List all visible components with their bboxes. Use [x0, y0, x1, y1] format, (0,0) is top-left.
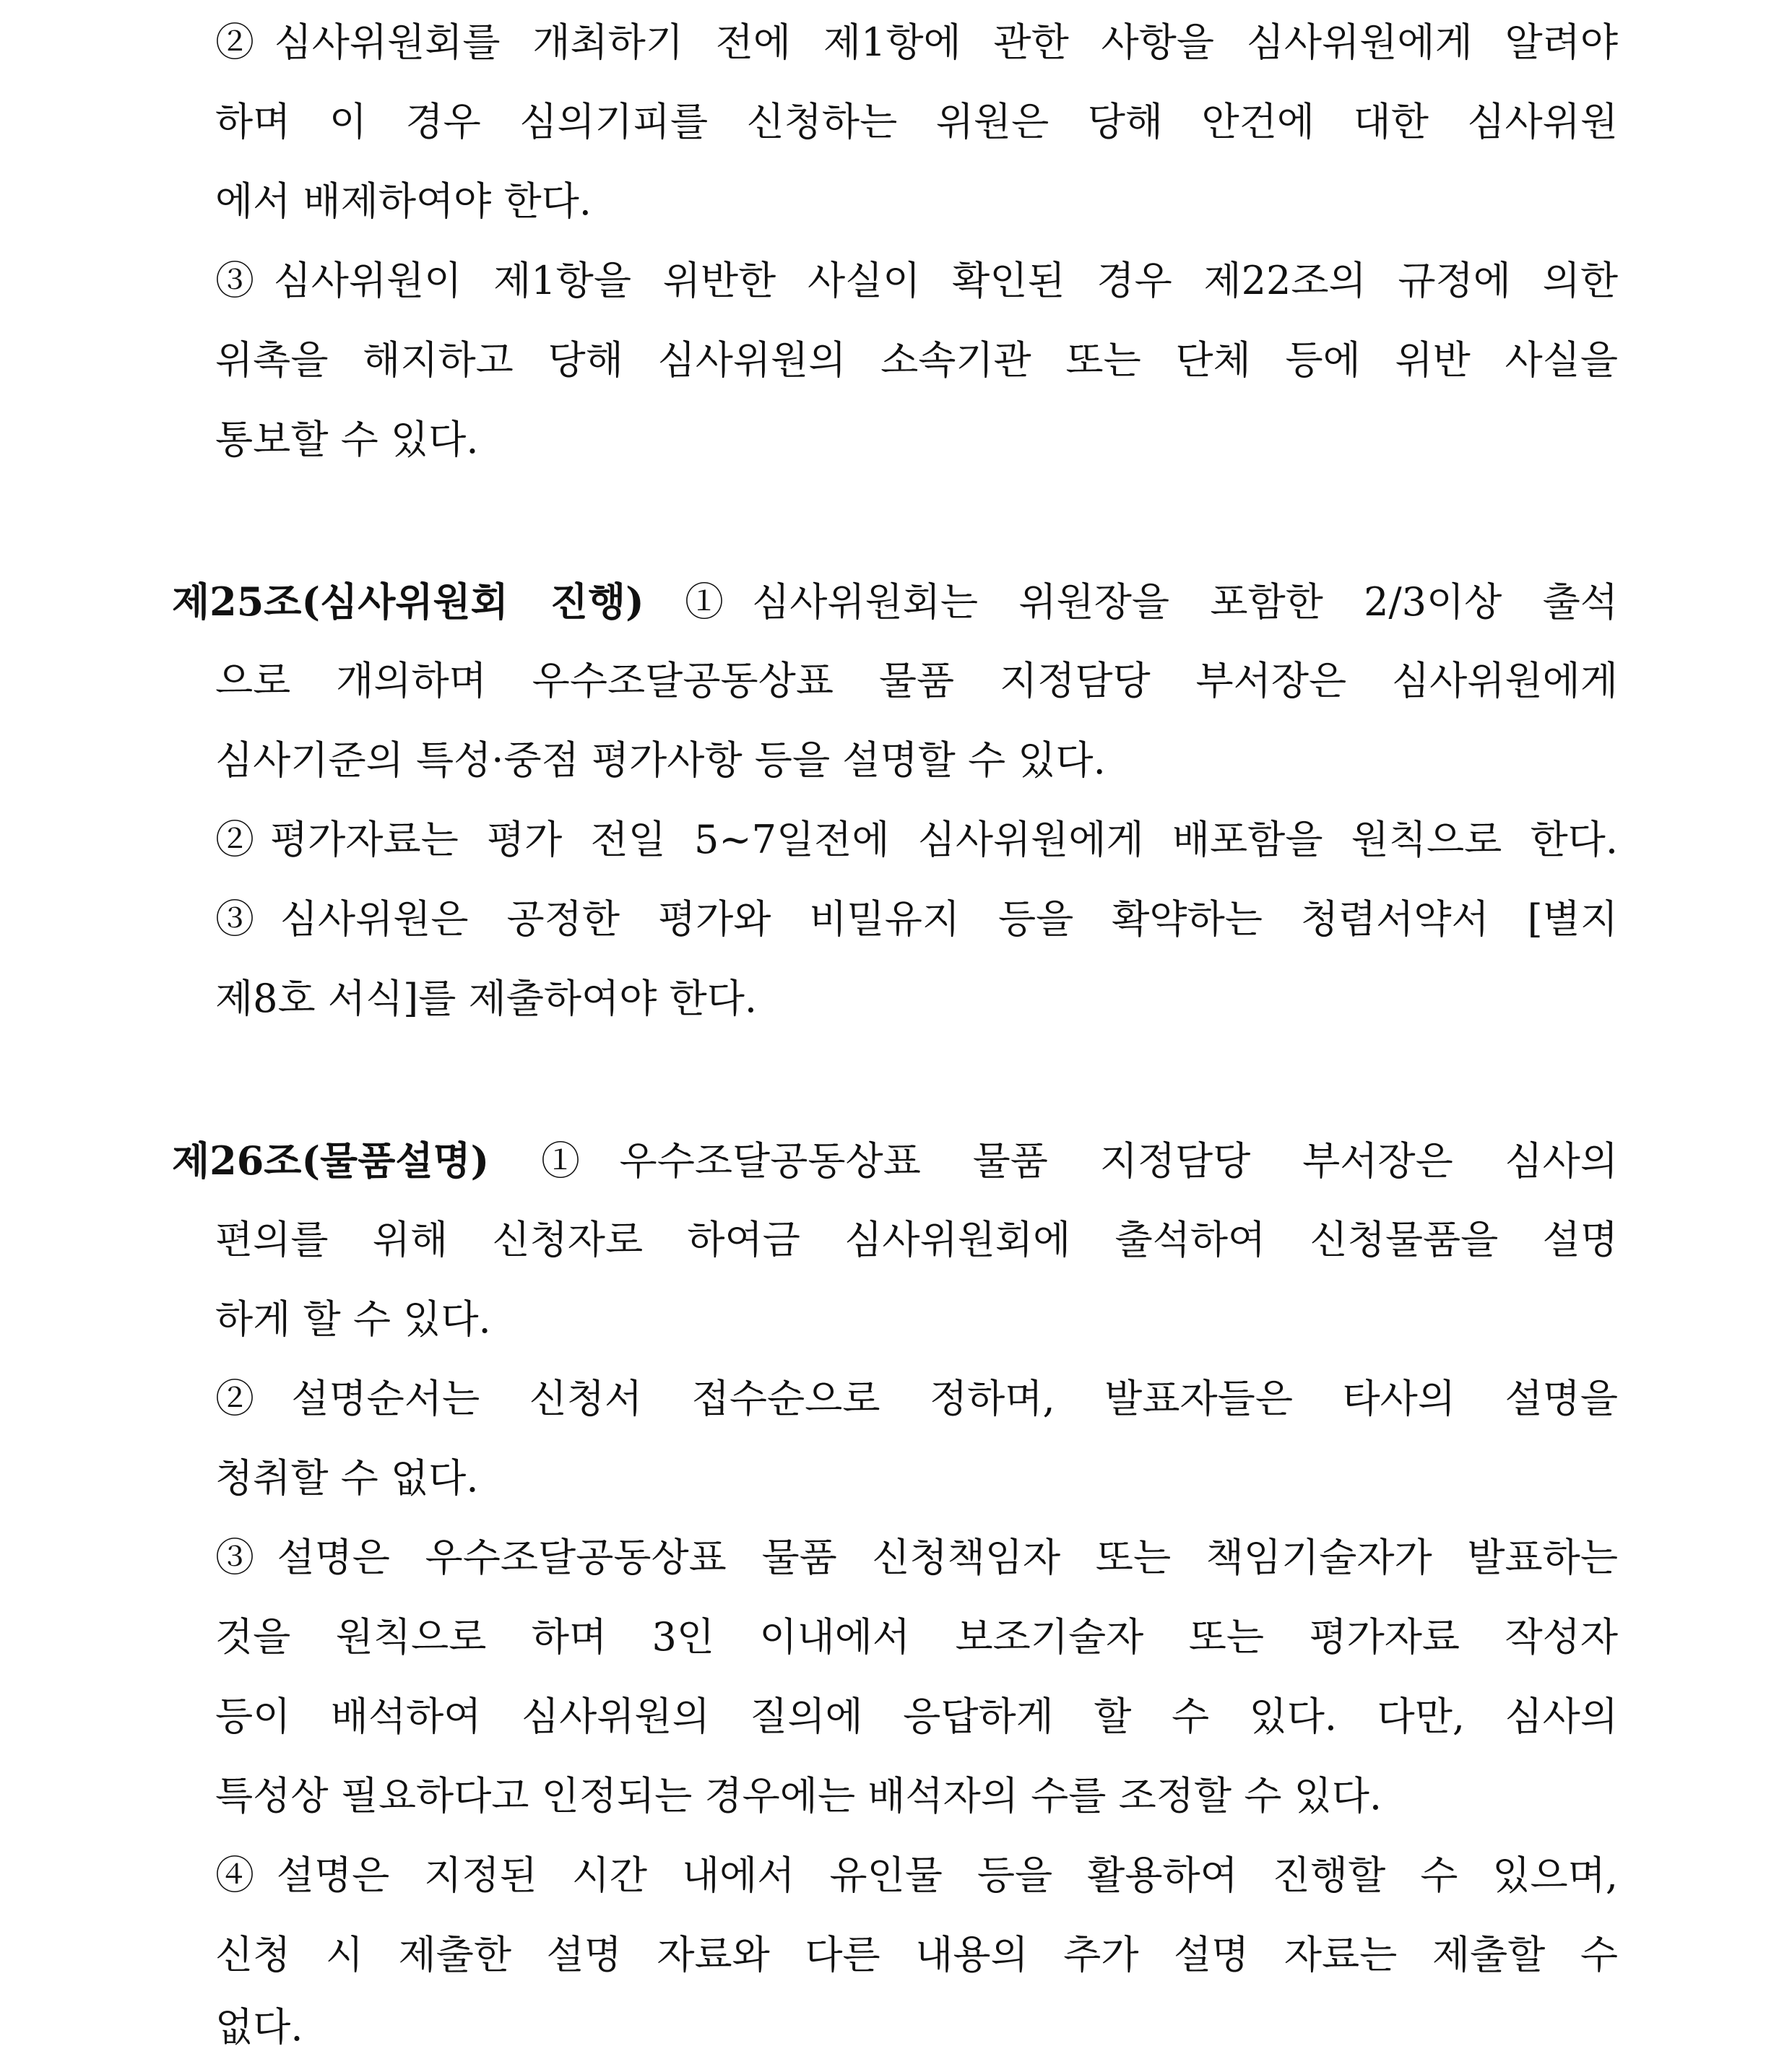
- art25-p1-line2: 으로 개의하며 우수조달공동상표 물품 지정담당 부서장은 심사위원에게: [215, 658, 1618, 703]
- art25-p1-line3: 심사기준의 특성·중점 평가사항 등을 설명할 수 있다.: [215, 737, 1106, 783]
- art26-title: 제26조(물품설명): [172, 1138, 490, 1184]
- art26-p1-line2: 편의를 위해 신청자로 하여금 심사위원회에 출석하여 신청물품을 설명: [215, 1217, 1618, 1262]
- art26-p1-line1: [172, 1121, 1618, 1200]
- art26-p3-line4: 특성상 필요하다고 인정되는 경우에는 배석자의 수를 조정할 수 있다.: [215, 1773, 1382, 1819]
- art24-p3-line1: ③심사위원이 제1항을 위반한 사실이 확인된 경우 제22조의 규정에 의한: [215, 258, 1618, 303]
- art24-p3-line2: 위촉을 해지하고 당해 심사위원의 소속기관 또는 단체 등에 위반 사실을: [215, 337, 1618, 383]
- art24-p3-line3: 통보할 수 있다.: [215, 417, 479, 462]
- art24-p2-line3: 에서 배제하여야 한다.: [215, 178, 592, 224]
- art24-p2-line2: 하며 이 경우 심의기피를 신청하는 위원은 당해 안건에 대한 심사위원: [215, 99, 1618, 144]
- art25-p1-line1: [172, 562, 1618, 641]
- art24-p2-line1: ②심사위원회를 개최하기 전에 제1항에 관한 사항을 심사위원에게 알려야: [215, 20, 1618, 65]
- art26-p3-line3: 등이 배석하여 심사위원의 질의에 응답하게 할 수 있다. 다만, 심사의: [215, 1694, 1618, 1739]
- art26-p3-line1: ③설명은 우수조달공동상표 물품 신청책임자 또는 책임기술자가 발표하는: [215, 1535, 1618, 1580]
- art25-title: 제25조(심사위원회 진행): [172, 578, 644, 625]
- art26-p3-line2: 것을 원칙으로 하며 3인 이내에서 보조기술자 또는 평가자료 작성자: [215, 1614, 1618, 1660]
- art26-p2-line2: 청취할 수 없다.: [215, 1455, 479, 1501]
- art26-p2-line1: ②설명순서는 신청서 접수순으로 정하며, 발표자들은 타사의 설명을: [215, 1376, 1618, 1421]
- art26-p4-line2: 신청 시 제출한 설명 자료와 다른 내용의 추가 설명 자료는 제출할 수: [215, 1932, 1618, 1977]
- art26-p4-line1: ④설명은 지정된 시간 내에서 유인물 등을 활용하여 진행할 수 있으며,: [215, 1852, 1618, 1898]
- art26-p4-line3: 없다.: [215, 2004, 303, 2050]
- art25-p3-line1: ③심사위원은 공정한 평가와 비밀유지 등을 확약하는 청렴서약서 [별지: [215, 896, 1618, 942]
- art25-p1-first: ①심사위원회는 위원장을 포함한 2/3이상 출석: [644, 579, 1618, 625]
- art26-p1-line3: 하게 할 수 있다.: [215, 1296, 491, 1342]
- art26-p1-first: ①우수조달공동상표 물품 지정담당 부서장은 심사의: [489, 1138, 1618, 1184]
- art25-p3-line2: 제8호 서식]를 제출하여야 한다.: [215, 976, 758, 1021]
- art25-p2-line1: ②평가자료는 평가 전일 5~7일전에 심사위원에게 배포함을 원칙으로 한다.: [215, 817, 1618, 862]
